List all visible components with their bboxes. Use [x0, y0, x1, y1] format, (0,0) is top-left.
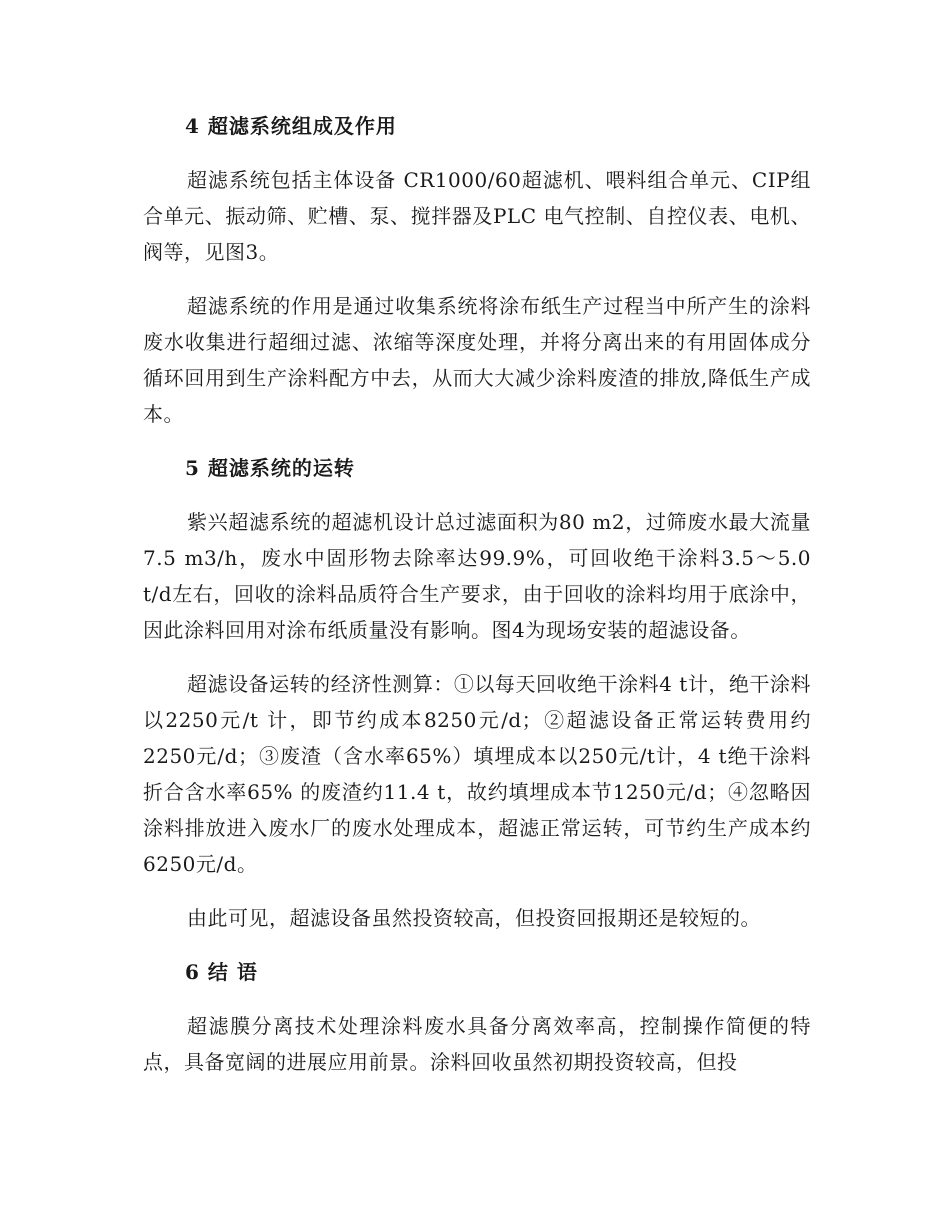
section-5-paragraph-1: 紫兴超滤系统的超滤机设计总过滤面积为80 m2，过筛废水最大流量7.5 m3/h，废水中固形物去除率达99.9%，可回收绝干涂料3.5～5.0 t/d左右，回收的涂料品质符合生产要求，由于回收的涂料均用于底涂中，因此涂料回用对涂布纸质量没有影响。图4为现场安装的超滤设备。 [143, 510, 811, 642]
section-4-paragraph-2: 超滤系统的作用是通过收集系统将涂布纸生产过程当中所产生的涂料废水收集进行超细过滤、浓缩等深度处理，并将分离出来的有用固体成分循环回用到生产涂料配方中去，从而大大减少涂料废渣的排放,降低生产成本。 [143, 294, 811, 426]
section-6-heading: 6 结 语 [185, 960, 258, 984]
section-5-paragraph-3: 由此可见，超滤设备虽然投资较高，但投资回报期还是较短的。 [187, 906, 761, 930]
document-page [143, 108, 811, 1098]
section-5-heading: 5 超滤系统的运转 [185, 456, 355, 480]
section-4-heading: 4 超滤系统组成及作用 [185, 114, 397, 138]
section-5-paragraph-2: 超滤设备运转的经济性测算：①以每天回收绝干涂料4 t计，绝干涂料以2250元/t 计，即节约成本8250元/d；②超滤设备正常运转费用约2250元/d；③废渣（含水率65%）填埋成本以250元/t计，4 t绝干涂料折合含水率65% 的废渣约11.4 t，故约填埋成本节1250元/d；④忽略因涂料排放进入废水厂的废水处理成本，超滤正常运转，可节约生产成本约6250元/d。 [143, 672, 811, 876]
section-6-paragraph-1: 超滤膜分离技术处理涂料废水具备分离效率高，控制操作简便的特点，具备宽阔的进展应用前景。涂料回收虽然初期投资较高，但投 [143, 1014, 811, 1074]
section-4-paragraph-1: 超滤系统包括主体设备 CR1000/60超滤机、喂料组合单元、CIP组合单元、振动筛、贮槽、泵、搅拌器及PLC 电气控制、自控仪表、电机、阀等，见图3。 [143, 168, 811, 264]
